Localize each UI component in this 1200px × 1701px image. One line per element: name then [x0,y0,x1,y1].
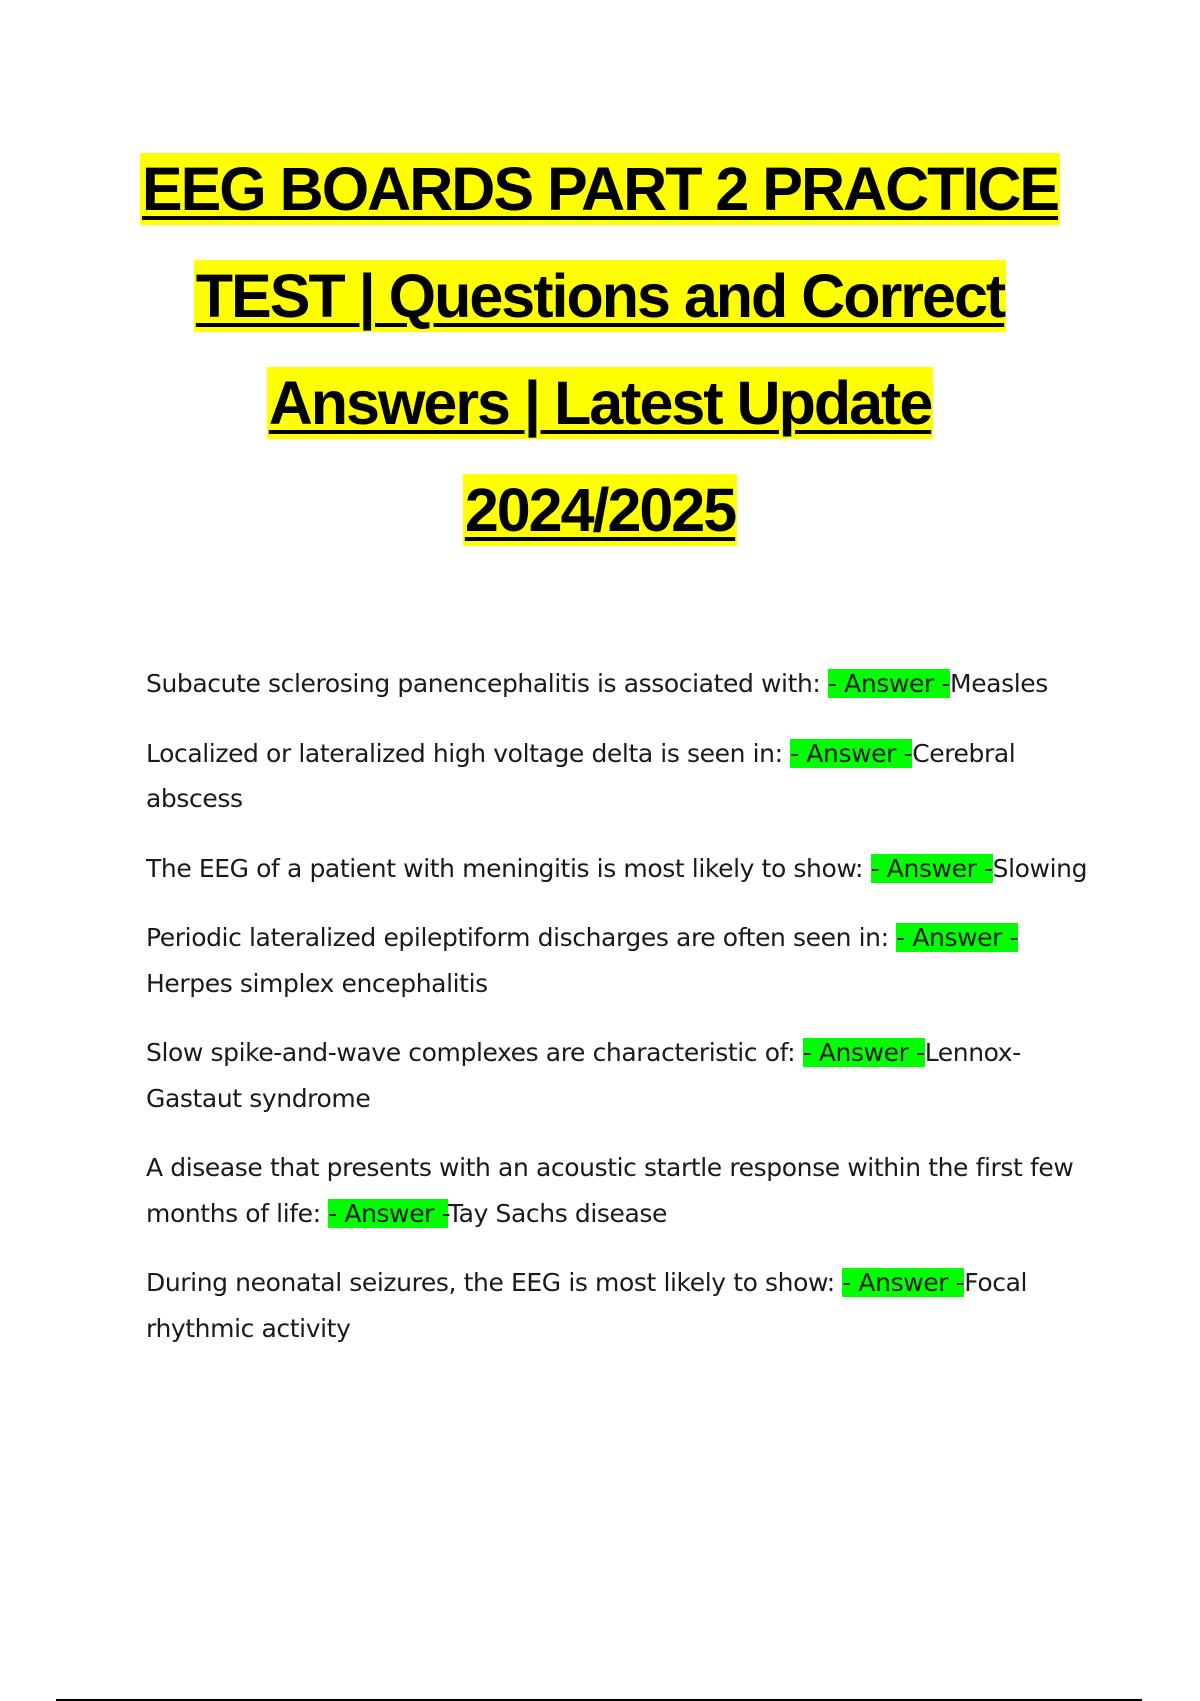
qa-item [146,846,1096,892]
document-title [100,136,1100,564]
answer-text: Herpes simplex encephalitis [146,968,488,998]
answer-label: - Answer - [328,1198,448,1228]
title-line-4: 2024/2025 [464,476,736,544]
question-text: A disease that presents with an acoustic startle response within the first few months of life: [146,1153,1074,1228]
title-line-2: TEST | Questions and Correct [195,262,1005,330]
answer-label: - Answer - [896,923,1019,952]
question-text: The EEG of a patient with meningitis is most likely to show: [146,853,871,883]
answer-label: - Answer - [842,1268,965,1297]
qa-item [146,915,1096,1006]
qa-item [146,1145,1096,1236]
answer-label: - Answer - [802,1038,925,1067]
qa-item [146,1030,1096,1121]
answer-text: Focal rhythmic activity [146,1268,1028,1343]
answer-text: Measles [950,669,1048,698]
answer-text: Cerebral abscess [146,738,1016,813]
question-text: Subacute sclerosing panencephalitis is associated with: [146,669,829,698]
qa-item [146,731,1096,822]
question-text: During neonatal seizures, the EEG is most likely to show: [146,1268,843,1297]
title-line-1: EEG BOARDS PART 2 PRACTICE [141,155,1059,223]
title-line-3: Answers | Latest Update [268,369,932,437]
answer-label: - Answer - [790,738,913,768]
answer-label: - Answer - [828,669,951,698]
question-answer-list [146,661,1096,1375]
qa-item [146,1260,1096,1351]
answer-text: Lennox-Gastaut syndrome [146,1038,1021,1113]
answer-label: - Answer - [870,853,993,883]
answer-text: Slowing [992,853,1088,883]
question-text: Slow spike-and-wave complexes are characteristic of: [146,1038,803,1067]
question-text: Localized or lateralized high voltage delta is seen in: [146,738,791,768]
question-text: Periodic lateralized epileptiform discharges are often seen in: [146,923,897,952]
answer-text: Tay Sachs disease [447,1198,668,1228]
qa-item [146,661,1096,707]
